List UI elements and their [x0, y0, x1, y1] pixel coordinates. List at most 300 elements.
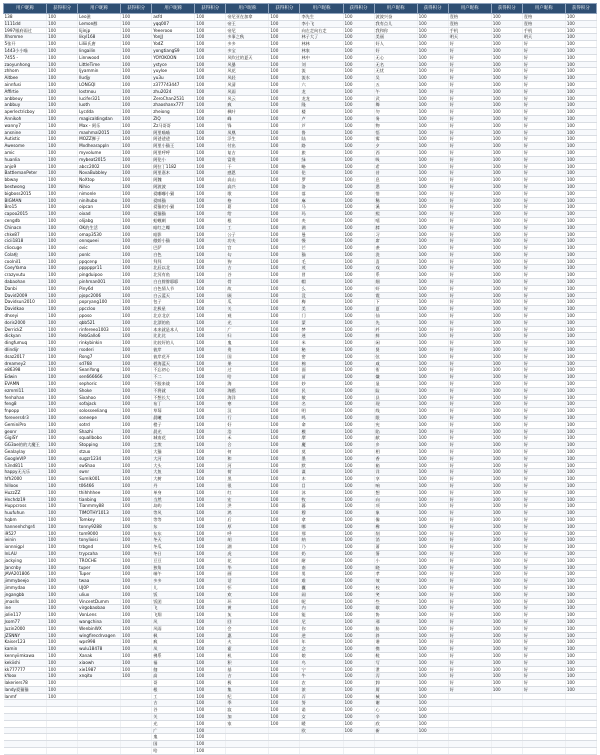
- table-row: [4, 197, 597, 204]
- table-row: [4, 734, 597, 741]
- nickname-cell: 好: [522, 136, 565, 143]
- nickname-cell: wingfirecdrvagen: [78, 632, 121, 639]
- nickname-cell: 惜: [374, 190, 417, 197]
- points-cell: 100: [269, 47, 300, 54]
- points-cell: [47, 727, 78, 734]
- points-cell: 100: [491, 122, 522, 129]
- nickname-cell: 基: [226, 666, 269, 673]
- points-cell: 100: [195, 686, 226, 693]
- points-cell: [121, 707, 152, 714]
- points-cell: 100: [269, 469, 300, 476]
- points-cell: 100: [565, 353, 596, 360]
- points-cell: 100: [269, 177, 300, 184]
- nickname-cell: 梅: [300, 299, 343, 306]
- nickname-cell: 好: [448, 408, 491, 415]
- points-cell: 100: [195, 387, 226, 394]
- points-cell: 100: [269, 292, 300, 299]
- points-cell: 100: [491, 47, 522, 54]
- points-cell: 100: [47, 415, 78, 422]
- points-cell: 100: [121, 211, 152, 218]
- nickname-cell: geonr: [4, 428, 47, 435]
- header-nickname: 用户昵称: [522, 4, 565, 14]
- points-cell: 100: [565, 482, 596, 489]
- nickname-cell: 好: [522, 510, 565, 517]
- points-cell: 100: [565, 326, 596, 333]
- points-cell: 100: [121, 136, 152, 143]
- header-points: 获得积分: [195, 4, 226, 14]
- points-cell: 100: [195, 720, 226, 727]
- nickname-cell: [4, 741, 47, 748]
- nickname-cell: 很: [226, 482, 269, 489]
- points-cell: 100: [565, 591, 596, 598]
- points-cell: 100: [121, 61, 152, 68]
- points-cell: 100: [47, 170, 78, 177]
- points-cell: 100: [47, 462, 78, 469]
- table-row: [4, 537, 597, 544]
- points-cell: [565, 720, 596, 727]
- points-cell: 100: [491, 564, 522, 571]
- nickname-cell: zhaoshanx777: [152, 102, 195, 109]
- nickname-cell: 麦: [300, 217, 343, 224]
- points-cell: 100: [417, 476, 448, 483]
- points-cell: 100: [121, 367, 152, 374]
- points-cell: 100: [565, 442, 596, 449]
- points-cell: 100: [269, 319, 300, 326]
- nickname-cell: [78, 748, 121, 755]
- points-cell: 100: [417, 285, 448, 292]
- points-cell: 100: [47, 211, 78, 218]
- points-cell: 100: [417, 122, 448, 129]
- nickname-cell: 宪: [374, 421, 417, 428]
- points-cell: 100: [121, 109, 152, 116]
- table-row: [4, 564, 597, 571]
- points-cell: 100: [417, 170, 448, 177]
- points-cell: 100: [417, 190, 448, 197]
- points-cell: 100: [343, 41, 374, 48]
- points-cell: 100: [121, 489, 152, 496]
- nickname-cell: zheiong: [152, 109, 195, 116]
- points-cell: 100: [195, 156, 226, 163]
- points-cell: 100: [195, 571, 226, 578]
- points-cell: 100: [565, 61, 596, 68]
- nickname-cell: 丹: [152, 482, 195, 489]
- header-nickname: 用户昵称: [226, 4, 269, 14]
- points-cell: 100: [47, 482, 78, 489]
- nickname-cell: 歌: [226, 190, 269, 197]
- points-cell: 100: [47, 408, 78, 415]
- points-cell: 100: [491, 550, 522, 557]
- nickname-cell: ionnnigpl: [4, 544, 47, 551]
- nickname-cell: 富贵: [226, 156, 269, 163]
- points-cell: 100: [491, 591, 522, 598]
- points-cell: 100: [417, 714, 448, 721]
- nickname-cell: 好: [522, 462, 565, 469]
- nickname-cell: 城南花: [152, 435, 195, 442]
- points-cell: 100: [121, 578, 152, 585]
- points-cell: 100: [491, 686, 522, 693]
- nickname-cell: Huppcross: [4, 503, 47, 510]
- points-cell: 100: [47, 544, 78, 551]
- nickname-cell: 好: [522, 279, 565, 286]
- nickname-cell: ystyce: [152, 61, 195, 68]
- points-cell: 100: [47, 476, 78, 483]
- nickname-cell: 端午: [152, 571, 195, 578]
- points-cell: 100: [195, 510, 226, 517]
- points-cell: 100: [565, 544, 596, 551]
- nickname-cell: maxhmal2015: [78, 129, 121, 136]
- points-cell: 100: [491, 571, 522, 578]
- points-cell: 100: [47, 251, 78, 258]
- nickname-cell: 好: [522, 469, 565, 476]
- points-cell: 100: [121, 387, 152, 394]
- points-cell: 100: [195, 428, 226, 435]
- nickname-cell: 工: [152, 693, 195, 700]
- nickname-cell: 努: [300, 700, 343, 707]
- nickname-cell: 好: [522, 217, 565, 224]
- nickname-cell: 枫: [152, 632, 195, 639]
- points-cell: 100: [121, 591, 152, 598]
- table-row: [4, 14, 597, 21]
- points-cell: 100: [491, 143, 522, 150]
- nickname-cell: Xhsmme: [4, 34, 47, 41]
- table-row: [4, 183, 597, 190]
- points-cell: 100: [491, 211, 522, 218]
- nickname-cell: 壹格: [522, 20, 565, 27]
- nickname-cell: jmaslls: [4, 598, 47, 605]
- nickname-cell: 好: [448, 136, 491, 143]
- nickname-cell: 风云: [226, 95, 269, 102]
- points-cell: 100: [121, 374, 152, 381]
- nickname-cell: 好: [522, 245, 565, 252]
- points-cell: 100: [343, 163, 374, 170]
- nickname-cell: 好: [448, 496, 491, 503]
- points-cell: 100: [195, 197, 226, 204]
- points-cell: 100: [195, 598, 226, 605]
- points-cell: [47, 720, 78, 727]
- nickname-cell: 好: [448, 510, 491, 517]
- points-cell: 100: [47, 115, 78, 122]
- nickname-cell: 佛系: [152, 652, 195, 659]
- nickname-cell: 阿里小猫王: [152, 143, 195, 150]
- nickname-cell: GeaIaylay: [4, 449, 47, 456]
- nickname-cell: 效: [374, 578, 417, 585]
- points-cell: 100: [565, 469, 596, 476]
- nickname-cell: 哈: [226, 374, 269, 381]
- nickname-cell: xie1987: [78, 666, 121, 673]
- table-row: [4, 394, 597, 401]
- nickname-cell: 息: [374, 177, 417, 184]
- nickname-cell: 极: [226, 680, 269, 687]
- points-cell: 100: [47, 313, 78, 320]
- nickname-cell: 好: [448, 374, 491, 381]
- nickname-cell: squallbobo: [78, 435, 121, 442]
- table-row: [4, 482, 597, 489]
- nickname-cell: 我和你: [374, 27, 417, 34]
- nickname-cell: 下: [374, 299, 417, 306]
- nickname-cell: Hnchdz19: [4, 496, 47, 503]
- points-cell: 100: [491, 265, 522, 272]
- nickname-cell: landy爱猫猫: [4, 686, 47, 693]
- points-cell: 100: [417, 272, 448, 279]
- points-cell: 100: [121, 102, 152, 109]
- table-row: [4, 115, 597, 122]
- points-cell: 100: [565, 163, 596, 170]
- nickname-cell: [4, 727, 47, 734]
- nickname-cell: 豆豆: [152, 557, 195, 564]
- points-cell: 100: [47, 14, 78, 21]
- points-cell: [491, 748, 522, 755]
- points-cell: 100: [121, 333, 152, 340]
- nickname-cell: Linnwood: [78, 54, 121, 61]
- points-cell: 100: [565, 666, 596, 673]
- nickname-cell: rsoderi: [78, 347, 121, 354]
- nickname-cell: 美: [300, 306, 343, 313]
- nickname-cell: 好: [522, 537, 565, 544]
- points-cell: 100: [47, 578, 78, 585]
- nickname-cell: 岛屿: [152, 503, 195, 510]
- points-cell: 100: [491, 673, 522, 680]
- nickname-cell: 好: [522, 319, 565, 326]
- nickname-cell: 好: [522, 598, 565, 605]
- nickname-cell: 好: [448, 75, 491, 82]
- nickname-cell: [448, 720, 491, 727]
- nickname-cell: ainnfusi: [4, 81, 47, 88]
- points-cell: 100: [343, 503, 374, 510]
- nickname-cell: crazyvutu: [4, 272, 47, 279]
- nickname-cell: ZIQ: [152, 115, 195, 122]
- points-cell: 100: [47, 523, 78, 530]
- points-cell: 100: [269, 523, 300, 530]
- nickname-cell: 飞: [152, 605, 195, 612]
- nickname-cell: 虎: [226, 550, 269, 557]
- nickname-cell: 饭团: [152, 598, 195, 605]
- nickname-cell: 象: [374, 510, 417, 517]
- nickname-cell: 明天: [448, 34, 491, 41]
- nickname-cell: 不忘初心: [152, 367, 195, 374]
- nickname-cell: 好: [448, 449, 491, 456]
- points-cell: 100: [565, 571, 596, 578]
- header-points: 获得积分: [417, 4, 448, 14]
- points-cell: 100: [121, 659, 152, 666]
- points-cell: 100: [269, 720, 300, 727]
- points-cell: 100: [269, 476, 300, 483]
- points-cell: 100: [565, 612, 596, 619]
- nickname-cell: lingailin: [78, 47, 121, 54]
- points-cell: 100: [491, 415, 522, 422]
- points-cell: 100: [343, 122, 374, 129]
- nickname-cell: luoth: [78, 102, 121, 109]
- nickname-cell: 浮生: [226, 136, 269, 143]
- nickname-cell: 好: [448, 177, 491, 184]
- points-cell: 100: [343, 381, 374, 388]
- nickname-cell: 好: [522, 95, 565, 102]
- points-cell: 100: [417, 81, 448, 88]
- points-cell: 100: [343, 646, 374, 653]
- nickname-cell: 芒: [300, 245, 343, 252]
- points-cell: 100: [195, 544, 226, 551]
- points-cell: 100: [565, 211, 596, 218]
- table-row: [4, 81, 597, 88]
- points-cell: 100: [121, 537, 152, 544]
- points-cell: 100: [565, 231, 596, 238]
- points-cell: 100: [565, 88, 596, 95]
- points-cell: 100: [47, 530, 78, 537]
- points-cell: 100: [47, 61, 78, 68]
- nickname-cell: 当然: [152, 496, 195, 503]
- points-cell: 100: [121, 326, 152, 333]
- points-cell: 100: [491, 95, 522, 102]
- points-cell: 100: [417, 374, 448, 381]
- table-row: [4, 95, 597, 102]
- nickname-cell: jolie117: [4, 612, 47, 619]
- points-cell: 100: [417, 537, 448, 544]
- nickname-cell: 好: [448, 299, 491, 306]
- points-cell: 100: [195, 639, 226, 646]
- points-cell: 100: [121, 265, 152, 272]
- points-cell: 100: [491, 680, 522, 687]
- points-cell: 100: [269, 272, 300, 279]
- nickname-cell: UJ0P: [78, 584, 121, 591]
- points-cell: 100: [491, 360, 522, 367]
- nickname-cell: 爱嘟嘟小猫: [152, 190, 195, 197]
- points-cell: 100: [417, 54, 448, 61]
- nickname-cell: 风清: [226, 81, 269, 88]
- nickname-cell: [522, 693, 565, 700]
- nickname-cell: 风暴: [226, 61, 269, 68]
- points-cell: 100: [491, 75, 522, 82]
- nickname-cell: Nihio: [78, 183, 121, 190]
- points-cell: 100: [417, 333, 448, 340]
- nickname-cell: 好: [522, 258, 565, 265]
- nickname-cell: [522, 714, 565, 721]
- points-cell: 100: [47, 163, 78, 170]
- nickname-cell: 农: [300, 680, 343, 687]
- nickname-cell: 好: [522, 177, 565, 184]
- table-row: [4, 727, 597, 734]
- points-cell: 100: [269, 190, 300, 197]
- points-cell: 100: [565, 673, 596, 680]
- table-row: [4, 421, 597, 428]
- nickname-cell: 沐: [300, 489, 343, 496]
- nickname-cell: 帝尼亚在加拿: [226, 14, 269, 21]
- table-row: [4, 217, 597, 224]
- nickname-cell: 积: [226, 659, 269, 666]
- points-cell: 100: [417, 544, 448, 551]
- points-cell: 100: [269, 686, 300, 693]
- points-cell: 100: [491, 319, 522, 326]
- nickname-cell: t06466: [78, 482, 121, 489]
- points-cell: 100: [343, 306, 374, 313]
- points-cell: 100: [417, 258, 448, 265]
- points-cell: 100: [121, 652, 152, 659]
- points-cell: [491, 700, 522, 707]
- points-cell: 100: [565, 652, 596, 659]
- nickname-cell: 箫: [374, 550, 417, 557]
- points-cell: 100: [47, 54, 78, 61]
- nickname-cell: 细: [374, 279, 417, 286]
- points-cell: 100: [47, 143, 78, 150]
- nickname-cell: RebGallo6: [78, 333, 121, 340]
- points-cell: 100: [269, 238, 300, 245]
- points-cell: 100: [491, 428, 522, 435]
- points-cell: 100: [343, 20, 374, 27]
- nickname-cell: [300, 734, 343, 741]
- nickname-cell: 好: [522, 530, 565, 537]
- nickname-cell: 阿里喵喵: [152, 129, 195, 136]
- points-cell: 100: [565, 75, 596, 82]
- nickname-cell: 项: [374, 503, 417, 510]
- points-cell: 100: [491, 68, 522, 75]
- nickname-cell: 嘻: [374, 217, 417, 224]
- nickname-cell: 合: [226, 442, 269, 449]
- points-cell: 100: [343, 143, 374, 150]
- nickname-cell: 卸: [374, 680, 417, 687]
- points-cell: 100: [343, 727, 374, 734]
- nickname-cell: 阿里嘉木: [152, 170, 195, 177]
- nickname-cell: 诺: [300, 707, 343, 714]
- points-cell: 100: [491, 217, 522, 224]
- points-cell: 100: [417, 156, 448, 163]
- points-cell: 100: [121, 68, 152, 75]
- points-cell: 100: [417, 299, 448, 306]
- points-cell: 100: [269, 306, 300, 313]
- nickname-cell: 好: [226, 421, 269, 428]
- nickname-cell: hilloox: [4, 482, 47, 489]
- nickname-cell: kYoox: [4, 673, 47, 680]
- nickname-cell: tianbing: [78, 496, 121, 503]
- points-cell: [47, 700, 78, 707]
- nickname-cell: 泻: [374, 673, 417, 680]
- points-cell: 100: [121, 482, 152, 489]
- points-cell: 100: [269, 544, 300, 551]
- points-cell: 100: [121, 340, 152, 347]
- nickname-cell: 好: [448, 605, 491, 612]
- points-cell: 100: [565, 258, 596, 265]
- points-cell: [47, 734, 78, 741]
- points-cell: 100: [195, 41, 226, 48]
- nickname-cell: 环: [226, 598, 269, 605]
- nickname-cell: ppccloo: [78, 306, 121, 313]
- points-cell: 100: [121, 190, 152, 197]
- table-row: [4, 27, 597, 34]
- points-cell: 100: [121, 353, 152, 360]
- nickname-cell: 好: [522, 421, 565, 428]
- nickname-cell: huufuhun: [4, 510, 47, 517]
- nickname-cell: VonLens: [78, 612, 121, 619]
- nickname-cell: 好: [522, 183, 565, 190]
- nickname-cell: z377743447: [152, 81, 195, 88]
- points-cell: 100: [491, 231, 522, 238]
- points-cell: 100: [565, 47, 596, 54]
- points-cell: 100: [565, 102, 596, 109]
- nickname-cell: 系: [374, 272, 417, 279]
- nickname-cell: Lemon醇: [78, 20, 121, 27]
- nickname-cell: Chinacn: [4, 224, 47, 231]
- nickname-cell: 1443小小喵: [4, 47, 47, 54]
- nickname-cell: 凤: [152, 646, 195, 653]
- points-cell: 100: [417, 353, 448, 360]
- nickname-cell: YodZ: [152, 41, 195, 48]
- points-cell: 100: [565, 14, 596, 21]
- nickname-cell: virgobaobao: [78, 605, 121, 612]
- nickname-cell: wps998: [78, 639, 121, 646]
- nickname-cell: 花: [226, 557, 269, 564]
- points-cell: 100: [491, 652, 522, 659]
- nickname-cell: 密: [300, 353, 343, 360]
- points-cell: 100: [565, 170, 596, 177]
- nickname-cell: 楼: [300, 109, 343, 116]
- nickname-cell: 疯: [152, 639, 195, 646]
